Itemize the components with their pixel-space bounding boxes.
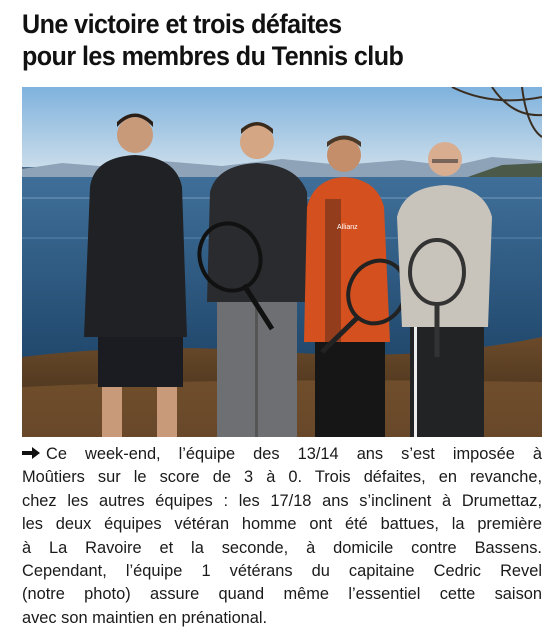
article-photo — [22, 87, 542, 437]
body-line-4: les deux équipes vétéran homme ont été battues, la première — [22, 515, 542, 534]
headline-line-2: pour les membres du Tennis club — [22, 41, 404, 71]
article-body — [22, 443, 542, 630]
body-line-8: avec son maintien en prénational. — [22, 608, 268, 627]
body-line-1: Ce week-end, l’équipe des 13/14 ans s’est imposée à — [22, 443, 542, 466]
allianz-logo: Allianz — [337, 224, 358, 231]
body-line-7: (notre photo) assure quand même l’essentiel cette saison — [22, 585, 542, 604]
body-line-3: chez les autres équipes : les 17/18 ans s’inclinent à Drumettaz, — [22, 491, 542, 510]
right-arrow-icon — [22, 446, 40, 460]
headline-line-1: Une victoire et trois défaites — [22, 9, 342, 39]
article-headline — [22, 8, 506, 72]
body-line-5: à La Ravoire et la seconde, à domicile contre Bassens. — [22, 538, 542, 557]
body-line-6: Cependant, l’équipe 1 vétérans du capitaine Cedric Revel — [22, 562, 542, 581]
body-line-2: Moûtiers sur le score de 3 à 0. Trois défaites, en revanche, — [22, 468, 542, 487]
